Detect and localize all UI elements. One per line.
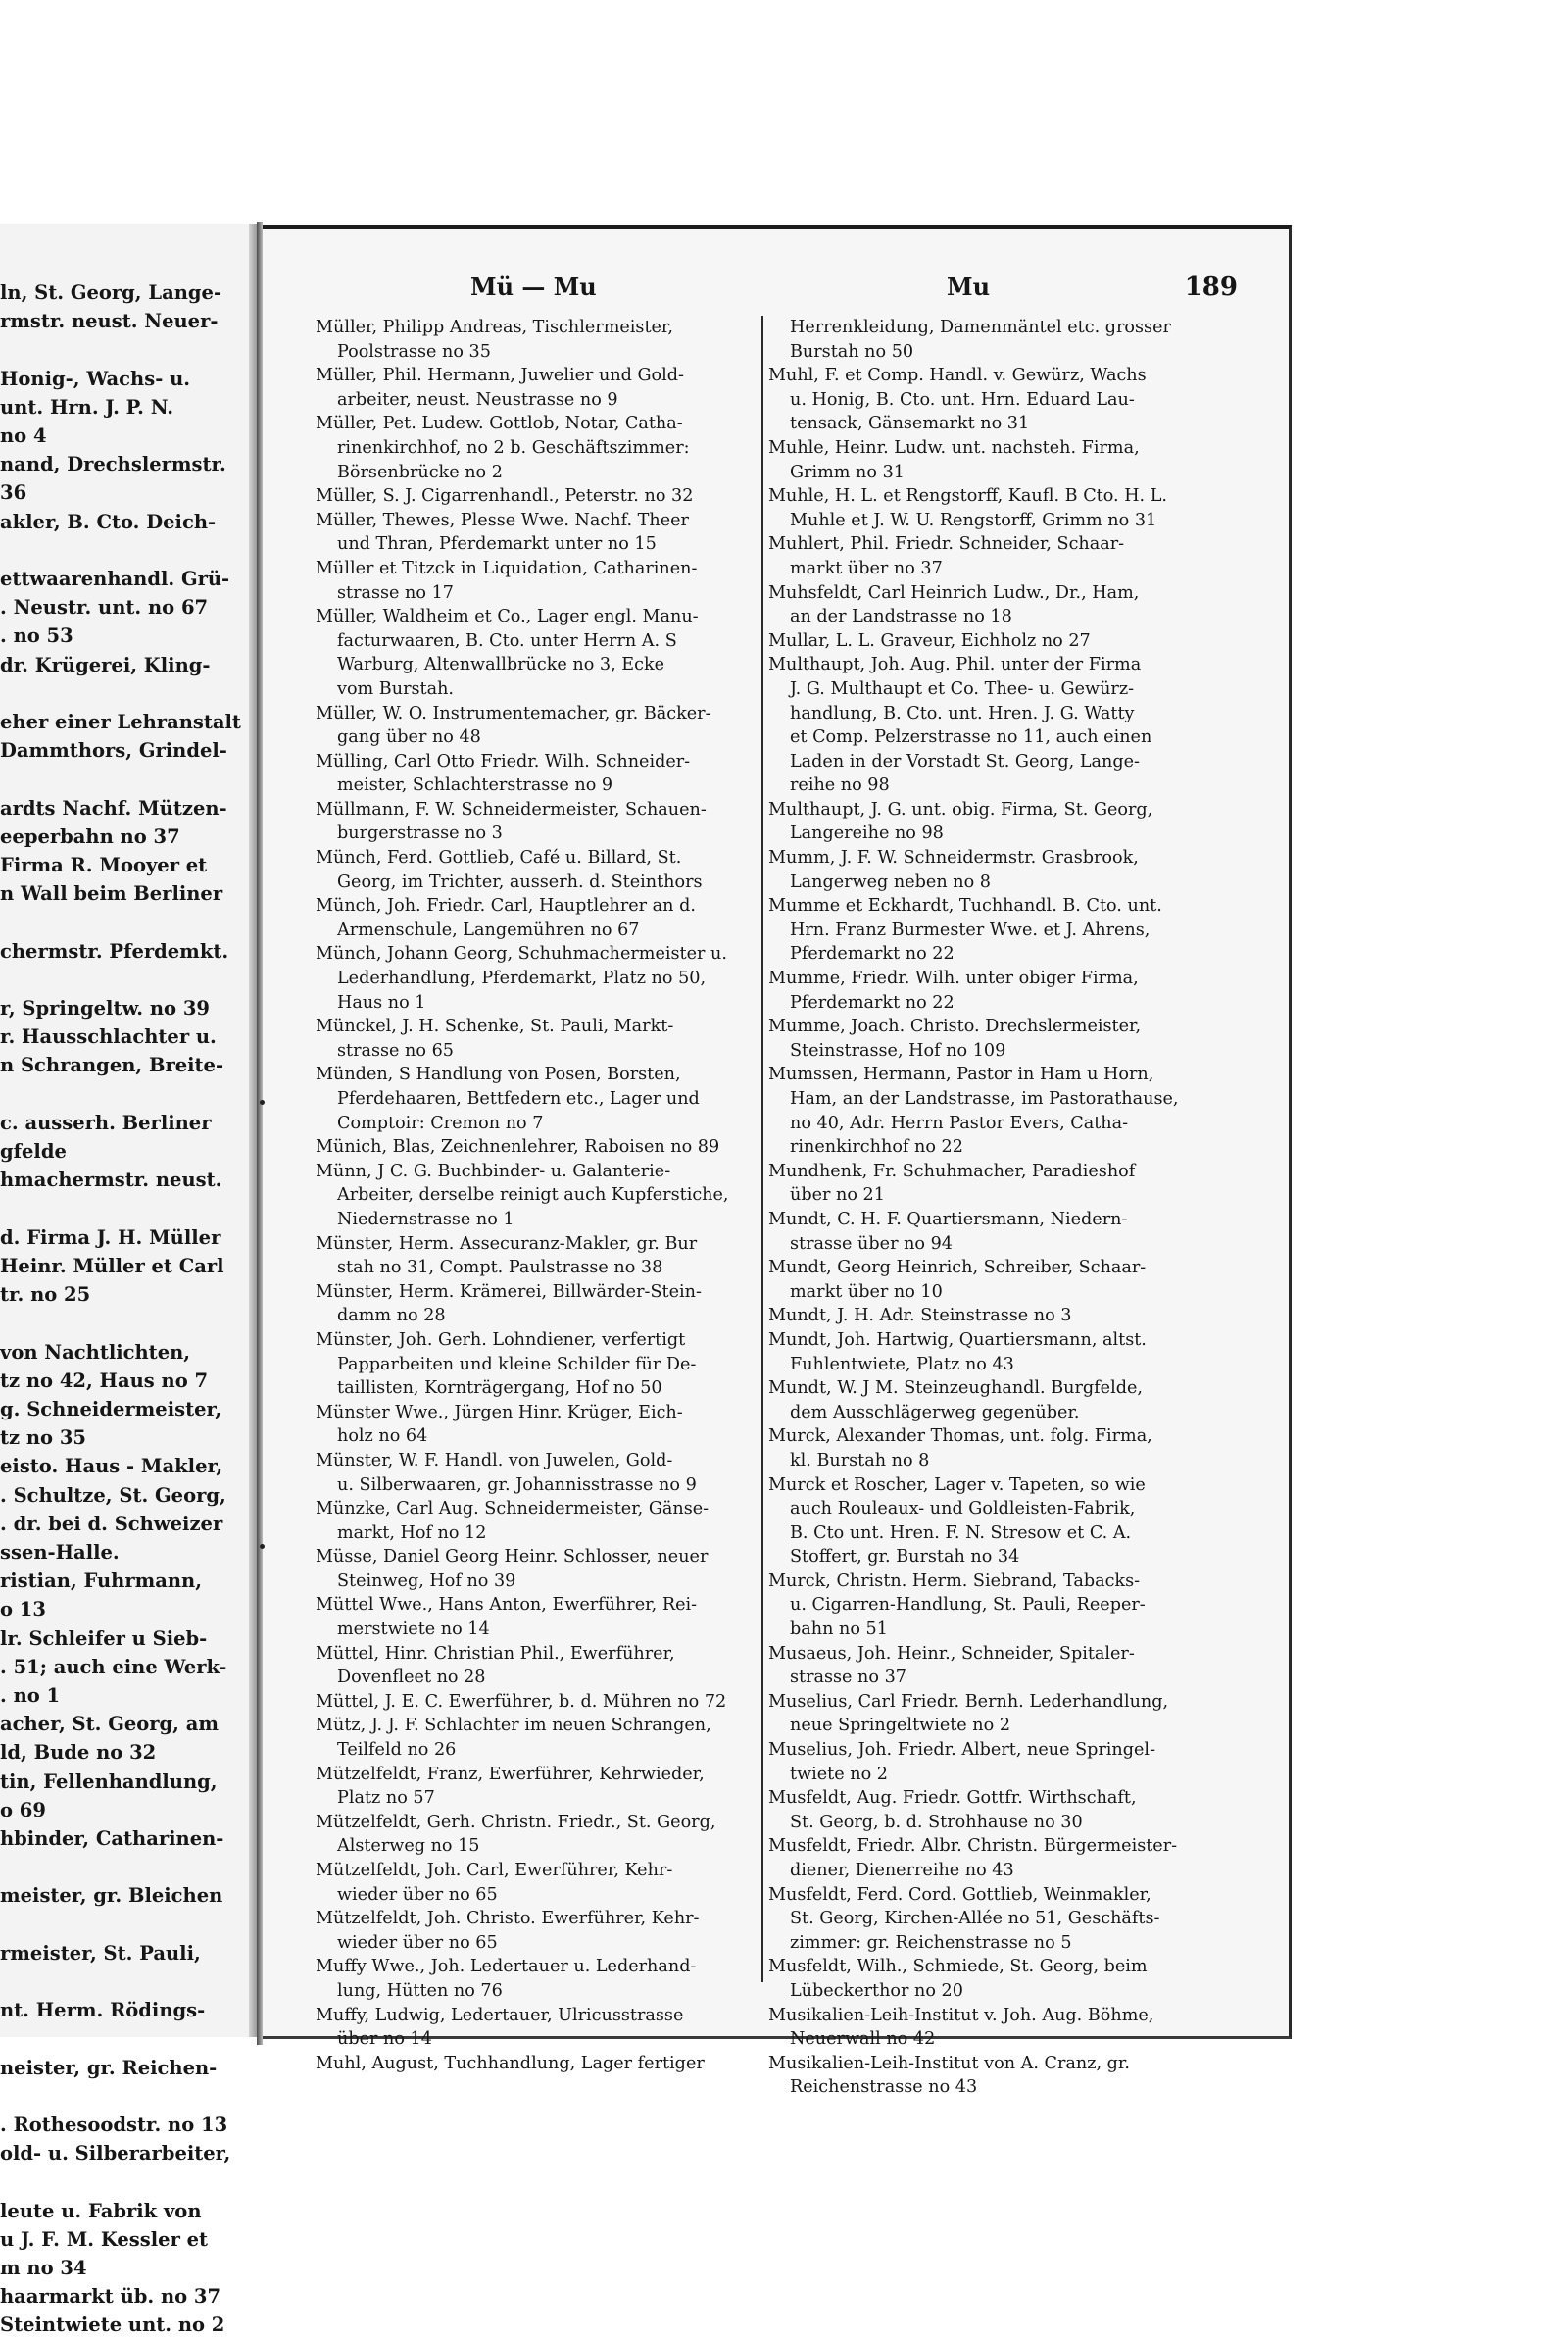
entry-continuation-line: B. Cto unt. Hren. F. N. Stresow et C. A. <box>790 1522 1132 1543</box>
left-page-line: Dammthors, Grindel- <box>0 739 227 763</box>
left-page-line: hbinder, Catharinen- <box>0 1826 224 1850</box>
directory-entry: Muhsfeldt, Carl Heinrich Ludw., Dr., Ham, <box>768 582 1140 603</box>
directory-entry: Murck, Christn. Herm. Siebrand, Tabacks- <box>768 1570 1141 1591</box>
entry-continuation-line: Herrenkleidung, Damenmäntel etc. grosser <box>790 318 1171 337</box>
directory-entry: Münich, Blas, Zeichnenlehrer, Raboisen no 89 <box>316 1137 720 1158</box>
left-page-line: unt. Hrn. J. P. N. <box>0 395 174 419</box>
directory-entry: Mumm, J. F. W. Schneidermstr. Grasbrook, <box>768 848 1139 869</box>
directory-entry: Mützelfeldt, Joh. Christo. Ewerführer, Kehr- <box>316 1909 700 1929</box>
left-page-line: . no 1 <box>0 1683 61 1707</box>
directory-entry: Musfeldt, Wilh., Schmiede, St. Georg, beim <box>768 1957 1148 1977</box>
directory-entry: Musfeldt, Aug. Friedr. Gottfr. Wirthschaft, <box>768 1788 1137 1809</box>
directory-entry: Müttel, J. E. C. Ewerführer, b. d. Mühren no 72 <box>316 1691 727 1712</box>
directory-entry: Müsse, Daniel Georg Heinr. Schlosser, neuer <box>316 1547 709 1568</box>
left-page-text <box>0 278 249 2340</box>
entry-continuation-line: arbeiter, neust. Neustrasse no 9 <box>337 389 618 410</box>
entry-continuation-line: Haus no 1 <box>337 992 426 1013</box>
directory-entry: Müttel, Hinr. Christian Phil., Ewerführer, <box>316 1643 675 1664</box>
left-page-line: r, Springeltw. no 39 <box>0 997 210 1021</box>
left-page-line: von Nachtlichten, <box>0 1340 191 1364</box>
entry-continuation-line: Warburg, Altenwallbrücke no 3, Ecke <box>337 655 665 675</box>
entry-continuation-line: J. G. Multhaupt et Co. Thee- u. Gewürz- <box>790 678 1135 699</box>
entry-continuation-line: handlung, B. Cto. unt. Hren. J. G. Watty <box>790 703 1135 723</box>
left-page-line <box>0 2082 249 2111</box>
entry-continuation-line: Dovenfleet no 28 <box>337 1668 486 1688</box>
directory-entry: Musaeus, Joh. Heinr., Schneider, Spitaler- <box>768 1643 1135 1664</box>
directory-entry: Muhl, August, Tuchhandlung, Lager fertiger <box>316 2053 705 2073</box>
directory-entry: Muffy, Ludwig, Ledertauer, Ulricusstrasse <box>316 2005 684 2025</box>
column-divider <box>761 316 763 1982</box>
page-header <box>263 273 1289 306</box>
entry-continuation-line: Reichenstrasse no 43 <box>790 2077 978 2098</box>
directory-entry: Mütz, J. J. F. Schlachter im neuen Schrangen, <box>316 1716 711 1736</box>
directory-entry: Mundhenk, Fr. Schuhmacher, Paradieshof <box>768 1161 1136 1181</box>
left-page-line: r. Hausschlachter u. <box>0 1025 217 1049</box>
directory-entry: Müller et Titzck in Liquidation, Catharinen- <box>316 558 698 578</box>
entry-continuation-line: damm no 28 <box>337 1306 446 1326</box>
left-page-line <box>0 1195 249 1223</box>
directory-entry: Mumme, Friedr. Wilh. unter obiger Firma, <box>768 969 1139 989</box>
entry-continuation-line: stah no 31, Compt. Paulstrasse no 38 <box>337 1258 663 1278</box>
left-page-line: g. Schneidermeister, <box>0 1397 222 1420</box>
left-page-line: Heinr. Müller et Carl <box>0 1254 224 1277</box>
directory-entry: Münch, Ferd. Gottlieb, Café u. Billard, St. <box>316 848 682 869</box>
left-page-line: ardts Nachf. Mützen- <box>0 796 227 820</box>
running-head-right: Mu <box>947 273 991 301</box>
directory-entry: Müller, Philipp Andreas, Tischlermeister, <box>316 318 673 337</box>
left-page-line <box>0 1080 249 1109</box>
entry-continuation-line: Armenschule, Langemühren no 67 <box>337 920 640 940</box>
left-page-line: . no 53 <box>0 624 74 648</box>
directory-entry: Murck, Alexander Thomas, unt. folg. Firma, <box>768 1426 1152 1447</box>
entry-continuation-line: strasse über no 94 <box>790 1233 953 1254</box>
left-page-line: u J. F. M. Kessler et <box>0 2227 209 2251</box>
entry-continuation-line: merstwiete no 14 <box>337 1619 490 1640</box>
entry-continuation-line: kl. Burstah no 8 <box>790 1450 930 1470</box>
directory-entry: Mützelfeldt, Joh. Carl, Ewerführer, Kehr- <box>316 1861 673 1880</box>
directory-entry: Münden, S Handlung von Posen, Borsten, <box>316 1065 681 1085</box>
entry-continuation-line: reihe no 98 <box>790 775 890 796</box>
entry-continuation-line: strasse no 65 <box>337 1040 454 1061</box>
entry-continuation-line: rinenkirchhof, no 2 b. Geschäftszimmer: <box>337 437 690 458</box>
entry-continuation-line: Teilfeld no 26 <box>337 1740 457 1761</box>
left-page-line <box>0 679 249 708</box>
directory-entry: Musikalien-Leih-Institut von A. Cranz, gr. <box>768 2053 1130 2073</box>
entry-continuation-line: markt über no 37 <box>790 558 943 578</box>
left-page-line: c. ausserh. Berliner <box>0 1111 212 1134</box>
left-page-line <box>0 2167 249 2196</box>
entry-continuation-line: Muhle et J. W. U. Rengstorff, Grimm no 31 <box>790 510 1157 530</box>
left-page-line <box>0 966 249 994</box>
directory-entry: Münster, Herm. Krämerei, Billwärder-Stein- <box>316 1281 702 1302</box>
left-page-line: dr. Krügerei, Kling- <box>0 653 211 676</box>
directory-entry: Multhaupt, Joh. Aug. Phil. unter der Firma <box>768 655 1142 675</box>
directory-entry: Müller, Thewes, Plesse Wwe. Nachf. Theer <box>316 510 689 530</box>
left-page-line: akler, B. Cto. Deich- <box>0 510 217 533</box>
entry-continuation-line: Grimm no 31 <box>790 462 905 482</box>
entry-continuation-line: Platz no 57 <box>337 1788 435 1809</box>
left-page-line: d. Firma J. H. Müller <box>0 1225 221 1249</box>
directory-entry: Mundt, C. H. F. Quartiersmann, Niedern- <box>768 1209 1128 1229</box>
directory-entry: Murck et Roscher, Lager v. Tapeten, so wie <box>768 1474 1146 1495</box>
entry-continuation-line: Comptoir: Cremon no 7 <box>337 1113 544 1133</box>
left-page-line <box>0 2024 249 2053</box>
entry-continuation-line: strasse no 37 <box>790 1668 906 1688</box>
entry-continuation-line: Börsenbrücke no 2 <box>337 462 503 482</box>
directory-entry: Mundt, J. H. Adr. Steinstrasse no 3 <box>768 1306 1072 1326</box>
left-page-line: no 4 <box>0 424 47 448</box>
directory-entry: Mülling, Carl Otto Friedr. Wilh. Schneider- <box>316 751 691 772</box>
entry-continuation-line: Langereihe no 98 <box>790 823 944 844</box>
left-page-line <box>0 536 249 565</box>
directory-entry: Münch, Joh. Friedr. Carl, Hauptlehrer an d. <box>316 896 696 917</box>
left-page-line: rmstr. neust. Neuer- <box>0 310 219 333</box>
entry-continuation-line: markt über no 10 <box>790 1281 943 1302</box>
left-page-line: hmachermstr. neust. <box>0 1169 222 1192</box>
left-page-line: n Schrangen, Breite- <box>0 1054 224 1077</box>
entry-continuation-line: lung, Hütten no 76 <box>337 1980 503 2001</box>
directory-entry: Muhle, H. L. et Rengstorff, Kaufl. B Cto. H. L. <box>768 486 1167 507</box>
entry-continuation-line: St. Georg, b. d. Strohhause no 30 <box>790 1812 1083 1832</box>
directory-entry: Müttel Wwe., Hans Anton, Ewerführer, Rei- <box>316 1595 698 1616</box>
directory-column-left <box>316 316 757 2073</box>
directory-entry: Multhaupt, J. G. unt. obig. Firma, St. Georg, <box>768 799 1153 820</box>
directory-entry: Müller, Phil. Hermann, Juwelier und Gold- <box>316 366 684 386</box>
entry-continuation-line: Arbeiter, derselbe reinigt auch Kupferstiche, <box>337 1185 729 1206</box>
entry-continuation-line: Hrn. Franz Burmester Wwe. et J. Ahrens, <box>790 920 1151 940</box>
entry-continuation-line: et Comp. Pelzerstrasse no 11, auch einen <box>790 727 1152 748</box>
directory-entry: Münster, Joh. Gerh. Lohndiener, verfertigt <box>316 1329 686 1350</box>
entry-continuation-line: u. Silberwaaren, gr. Johannisstrasse no 9 <box>337 1474 697 1495</box>
directory-entry: Mundt, Joh. Hartwig, Quartiersmann, altst. <box>768 1329 1147 1350</box>
directory-entry: Münn, J C. G. Buchbinder- u. Galanterie- <box>316 1161 671 1181</box>
entry-continuation-line: Langerweg neben no 8 <box>790 871 991 892</box>
left-page-line: o 69 <box>0 1798 46 1821</box>
entry-continuation-line: St. Georg, Kirchen-Allée no 51, Geschäfts- <box>790 1909 1160 1929</box>
directory-entry: Münster, Herm. Assecuranz-Makler, gr. Bur <box>316 1233 698 1254</box>
directory-entry: Münster Wwe., Jürgen Hinr. Krüger, Eich- <box>316 1402 683 1422</box>
directory-entry: Muhle, Heinr. Ludw. unt. nachsteh. Firma, <box>768 437 1140 458</box>
entry-continuation-line: Ham, an der Landstrasse, im Pastorathause, <box>790 1089 1179 1109</box>
left-page-line: chermstr. Pferdemkt. <box>0 939 229 963</box>
directory-entry: Muhl, F. et Comp. Handl. v. Gewürz, Wachs <box>768 366 1147 386</box>
left-page-line <box>0 335 249 364</box>
left-page-line <box>0 1853 249 1881</box>
entry-continuation-line: rinenkirchhof no 22 <box>790 1137 963 1158</box>
directory-column-right <box>768 316 1209 2098</box>
left-page-line: gfelde <box>0 1140 67 1164</box>
left-page-line <box>0 765 249 793</box>
left-page-line: lr. Schleifer u Sieb- <box>0 1626 208 1650</box>
directory-entry: Müllmann, F. W. Schneidermeister, Schauen- <box>316 799 707 820</box>
left-page-line: nt. Herm. Rödings- <box>0 1999 206 2022</box>
entry-continuation-line: facturwaaren, B. Cto. unter Herrn A. S <box>337 630 677 651</box>
entry-continuation-line: Poolstrasse no 35 <box>337 341 491 362</box>
left-page-line: ettwaarenhandl. Grü- <box>0 568 230 591</box>
left-page-line: eeperbahn no 37 <box>0 824 180 848</box>
left-page-line: old- u. Silberarbeiter, <box>0 2142 231 2166</box>
entry-continuation-line: vom Burstah. <box>337 678 454 699</box>
page-gutter <box>249 224 257 2037</box>
entry-continuation-line: wieder über no 65 <box>337 1932 498 1953</box>
left-page-line: tz no 42, Haus no 7 <box>0 1369 209 1392</box>
left-page-line: meister, gr. Bleichen <box>0 1884 223 1908</box>
entry-continuation-line: Stoffert, gr. Burstah no 34 <box>790 1547 1020 1568</box>
directory-entry: Müller, W. O. Instrumentemacher, gr. Bäcker- <box>316 703 711 723</box>
entry-continuation-line: Papparbeiten und kleine Schilder für De- <box>337 1354 697 1374</box>
left-page-line: acher, St. Georg, am <box>0 1713 220 1736</box>
left-page-line: neister, gr. Reichen- <box>0 2056 218 2079</box>
entry-continuation-line: Steinstrasse, Hof no 109 <box>790 1040 1006 1061</box>
entry-continuation-line: tensack, Gänsemarkt no 31 <box>790 414 1030 434</box>
left-page-line: n Wall beim Berliner <box>0 882 223 906</box>
left-page-line: nand, Drechslermstr. <box>0 453 226 476</box>
entry-continuation-line: gang über no 48 <box>337 727 481 748</box>
entry-continuation-line: Steinweg, Hof no 39 <box>337 1570 516 1591</box>
left-page-line <box>0 1911 249 1939</box>
entry-continuation-line: wieder über no 65 <box>337 1884 498 1905</box>
entry-continuation-line: und Thran, Pferdemarkt unter no 15 <box>337 534 657 555</box>
directory-entry: Münster, W. F. Handl. von Juwelen, Gold- <box>316 1450 673 1470</box>
left-page-line: . dr. bei d. Schweizer <box>0 1512 223 1535</box>
directory-entry: Mützelfeldt, Gerh. Christn. Friedr., St. Georg, <box>316 1812 716 1832</box>
running-head-left: Mü — Mu <box>470 273 597 301</box>
directory-entry: Münckel, J. H. Schenke, St. Pauli, Markt- <box>316 1017 674 1037</box>
directory-entry: Münch, Johann Georg, Schuhmachermeister u. <box>316 944 727 965</box>
entry-continuation-line: dem Ausschlägerweg gegenüber. <box>790 1402 1080 1422</box>
directory-entry: Musfeldt, Friedr. Albr. Christn. Bürgermeister- <box>768 1836 1178 1857</box>
binding-mark <box>260 1100 265 1105</box>
entry-continuation-line: Pferdemarkt no 22 <box>790 992 955 1013</box>
left-page-line: o 13 <box>0 1598 46 1621</box>
entry-continuation-line: Pferdemarkt no 22 <box>790 944 955 965</box>
directory-entry: Muselius, Carl Friedr. Bernh. Lederhandlung, <box>768 1691 1169 1712</box>
directory-entry: Mützelfeldt, Franz, Ewerführer, Kehrwieder, <box>316 1764 705 1784</box>
left-page-line: . Neustr. unt. no 67 <box>0 596 209 620</box>
entry-continuation-line: Niedernstrasse no 1 <box>337 1209 514 1229</box>
left-page-line: rmeister, St. Pauli, <box>0 1941 201 1965</box>
entry-continuation-line: Laden in der Vorstadt St. Georg, Lange- <box>790 751 1140 772</box>
left-page-line <box>0 1967 249 1996</box>
entry-continuation-line: auch Rouleaux- und Goldleisten-Fabrik, <box>790 1499 1136 1519</box>
right-page <box>263 225 1292 2098</box>
left-page-line: . Rothesoodstr. no 13 <box>0 2114 228 2136</box>
left-page-line: . Schultze, St. Georg, <box>0 1483 226 1507</box>
directory-entry: Müller, Waldheim et Co., Lager engl. Manu- <box>316 607 699 627</box>
left-page-line: Steintwiete unt. no 2 <box>0 2314 225 2337</box>
left-page-line: . 51; auch eine Werk- <box>0 1655 227 1678</box>
page-number: 189 <box>1184 273 1238 302</box>
directory-entry: Müller, Pet. Ludew. Gottlob, Notar, Catha- <box>316 414 683 434</box>
directory-entry: Mumme, Joach. Christo. Drechslermeister, <box>768 1017 1142 1037</box>
entry-continuation-line: Lederhandlung, Pferdemarkt, Platz no 50, <box>337 969 707 989</box>
directory-entry: Muhlert, Phil. Friedr. Schneider, Schaar- <box>768 534 1125 555</box>
left-page-line: 36 <box>0 481 27 505</box>
entry-continuation-line: Georg, im Trichter, ausserh. d. Steinthors <box>337 871 703 892</box>
entry-continuation-line: Lübeckerthor no 20 <box>790 1980 963 2001</box>
entry-continuation-line: strasse no 17 <box>337 582 454 603</box>
left-page-line: Firma R. Mooyer et <box>0 854 208 877</box>
entry-continuation-line: twiete no 2 <box>790 1764 888 1784</box>
directory-entry: Münzke, Carl Aug. Schneidermeister, Gänse- <box>316 1499 710 1519</box>
entry-continuation-line: markt, Hof no 12 <box>337 1522 487 1543</box>
entry-continuation-line: neue Springeltwiete no 2 <box>790 1716 1011 1736</box>
left-page-line: ln, St. Georg, Lange- <box>0 281 222 304</box>
entry-continuation-line: taillisten, Kornträgergang, Hof no 50 <box>337 1378 662 1399</box>
left-page-line: eher einer Lehranstalt <box>0 711 241 734</box>
entry-continuation-line: bahn no 51 <box>790 1619 888 1640</box>
directory-entry: Musikalien-Leih-Institut v. Joh. Aug. Böhme, <box>768 2005 1154 2025</box>
entry-continuation-line: burgerstrasse no 3 <box>337 823 503 844</box>
entry-continuation-line: an der Landstrasse no 18 <box>790 607 1012 627</box>
directory-entry: Muffy Wwe., Joh. Ledertauer u. Lederhand- <box>316 1957 697 1977</box>
left-page-line: eisto. Haus - Makler, <box>0 1455 223 1478</box>
directory-entry: Mumssen, Hermann, Pastor in Ham u Horn, <box>768 1065 1154 1085</box>
directory-entry: Mumme et Eckhardt, Tuchhandl. B. Cto. unt. <box>768 896 1162 917</box>
left-page-line: m no 34 <box>0 2257 87 2280</box>
left-page-line: haarmarkt üb. no 37 <box>0 2285 221 2309</box>
entry-continuation-line: Pferdehaaren, Bettfedern etc., Lager und <box>337 1089 700 1109</box>
directory-entry: Mundt, W. J M. Steinzeughandl. Burgfelde, <box>768 1378 1143 1399</box>
left-page-line: ristian, Fuhrmann, <box>0 1569 203 1593</box>
left-page-line: leute u. Fabrik von <box>0 2199 202 2222</box>
left-page-line <box>0 1309 249 1337</box>
entry-continuation-line: Alsterweg no 15 <box>337 1836 480 1857</box>
entry-continuation-line: u. Cigarren-Handlung, St. Pauli, Reeper- <box>790 1595 1146 1616</box>
entry-continuation-line: no 40, Adr. Herrn Pastor Evers, Catha- <box>790 1113 1129 1133</box>
binding-mark <box>260 1544 265 1549</box>
directory-entry: Mullar, L. L. Graveur, Eichholz no 27 <box>768 630 1091 651</box>
left-page-line: ld, Bude no 32 <box>0 1741 157 1765</box>
left-page-fragment <box>0 224 257 2337</box>
entry-continuation-line: zimmer: gr. Reichenstrasse no 5 <box>790 1932 1072 1953</box>
left-page-line: tz no 35 <box>0 1426 86 1450</box>
left-page-line: Honig-, Wachs- u. <box>0 367 191 390</box>
directory-entry: Musfeldt, Ferd. Cord. Gottlieb, Weinmakler, <box>768 1884 1152 1905</box>
entry-continuation-line: über no 21 <box>790 1185 885 1206</box>
left-page-line: ssen-Halle. <box>0 1540 120 1564</box>
entry-continuation-line: holz no 64 <box>337 1426 428 1447</box>
entry-continuation-line: meister, Schlachterstrasse no 9 <box>337 775 613 796</box>
entry-continuation-line: Fuhlentwiete, Platz no 43 <box>790 1354 1014 1374</box>
directory-entry: Müller, S. J. Cigarrenhandl., Peterstr. no 32 <box>316 486 694 507</box>
entry-continuation-line: Burstah no 50 <box>790 341 914 362</box>
entry-continuation-line: Neuerwall no 42 <box>790 2029 936 2050</box>
left-page-line: tin, Fellenhandlung, <box>0 1769 218 1793</box>
directory-entry: Mundt, Georg Heinrich, Schreiber, Schaar- <box>768 1258 1147 1278</box>
entry-continuation-line: diener, Dienerreihe no 43 <box>790 1861 1014 1880</box>
entry-continuation-line: u. Honig, B. Cto. unt. Hrn. Eduard Lau- <box>790 389 1135 410</box>
directory-entry: Muselius, Joh. Friedr. Albert, neue Springel- <box>768 1740 1156 1761</box>
left-page-line <box>0 908 249 936</box>
left-page-line: tr. no 25 <box>0 1283 91 1307</box>
entry-continuation-line: über no 14 <box>337 2029 432 2050</box>
